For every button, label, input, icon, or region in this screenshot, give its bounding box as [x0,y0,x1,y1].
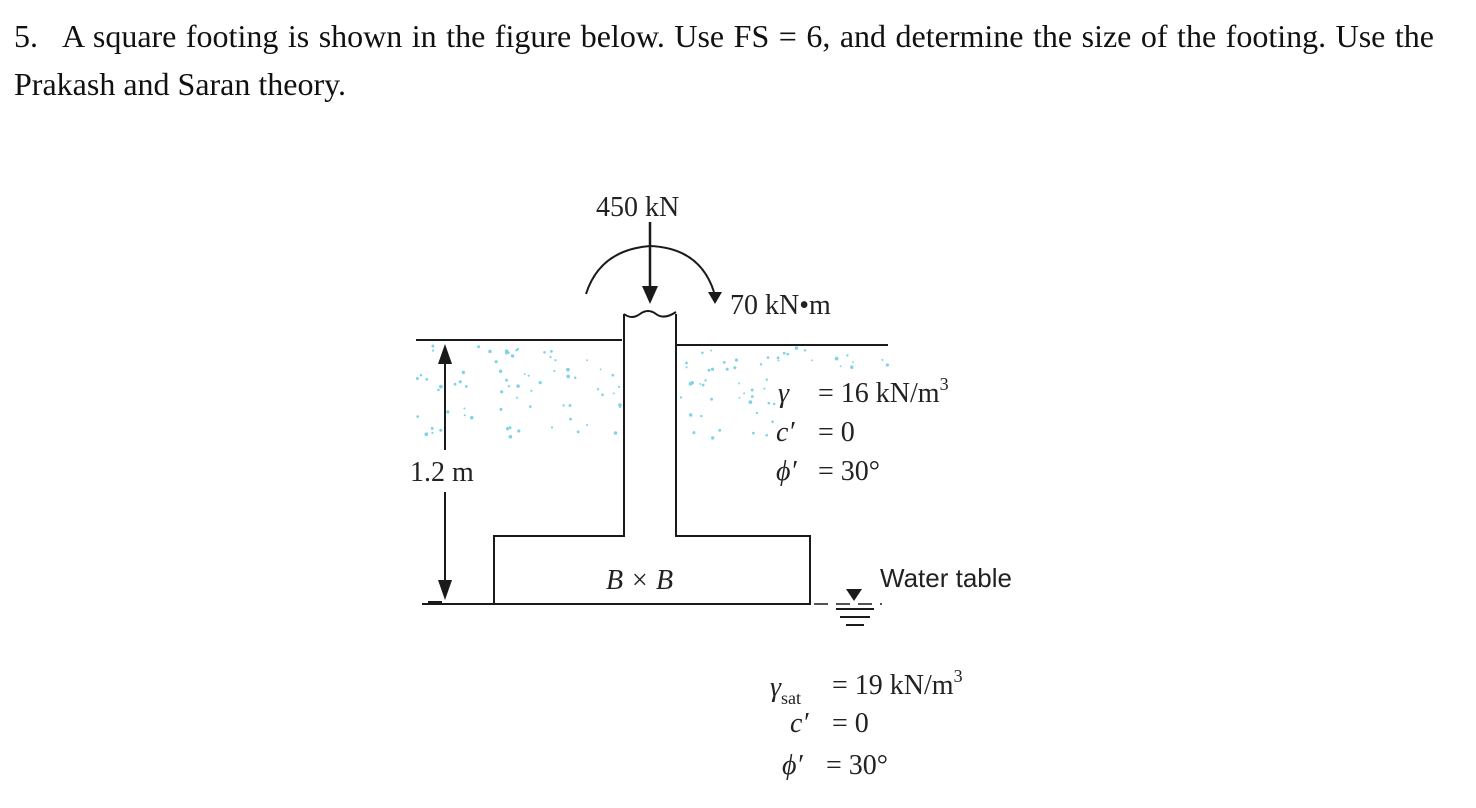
lower-gamma-unit-exp: 3 [953,666,963,686]
soil-dot [600,368,602,370]
soil-dot [777,356,780,359]
soil-dot [735,358,738,361]
upper-soil-properties [776,374,949,487]
moment-arrow [586,246,722,304]
soil-dot [577,430,580,433]
soil-dot [425,378,428,381]
soil-dot [786,353,789,356]
soil-dot [840,365,842,367]
soil-dot [756,412,758,414]
soil-dot [601,393,604,396]
soil-dot [508,385,510,387]
soil-dot [517,429,520,432]
soil-dot [530,390,532,392]
soil-dot [711,436,714,439]
soil-dot [495,360,498,363]
soil-dot [505,379,508,382]
soil-dot [723,361,726,364]
soil-dot [768,402,771,405]
soil-dot [437,389,440,392]
soil-dot [586,424,588,426]
soil-dot [563,404,565,406]
upper-phi-symbol: ϕ′ [776,456,797,487]
soil-dot [751,389,754,392]
soil-dot [586,359,588,361]
soil-dot [614,431,618,435]
soil-dot [431,427,434,430]
soil-dot [777,359,779,361]
upper-phi-value: = 30° [818,456,880,487]
soil-dot [835,357,839,361]
lower-c-symbol: c′ [790,708,809,739]
soil-dot [528,375,530,377]
water-table-label: Water table [880,563,1012,593]
soil-dot [752,432,755,435]
soil-dot [733,366,736,369]
soil-dot [690,381,694,385]
lower-phi-value: = 30° [826,750,888,781]
soil-dot [771,420,774,423]
soil-dot [416,415,419,418]
moment-label: 70 kN•m [730,290,831,321]
soil-dot [619,406,621,408]
upper-gamma-value: = 16 kN/m [818,378,940,409]
upper-gamma-unit-exp: 3 [939,374,949,394]
soil-dot [766,379,768,381]
soil-dot [439,385,443,389]
soil-dot [488,350,492,354]
soil-dot [611,374,614,377]
soil-dot [505,349,509,353]
soil-dot [850,365,854,369]
soil-dot [710,350,712,352]
upper-gamma-line [818,374,949,409]
soil-dot [463,407,465,409]
lower-gamma-symbol-line [770,672,801,708]
soil-dot [685,362,688,365]
soil-dot [767,356,770,359]
soil-dot [566,368,570,372]
soil-dot [783,352,786,355]
water-table-symbol [836,589,874,625]
ground-surface [416,340,888,345]
soil-dot [795,346,798,349]
upper-gamma-symbol: γ [778,378,790,409]
soil-dot [554,359,556,361]
lower-gamma-value: = 19 kN/m [832,670,954,701]
soil-dot [464,414,466,416]
soil-dot [500,390,503,393]
soil-dot [702,384,705,387]
soil-dot [749,400,753,404]
soil-dot [680,396,682,398]
upper-c-value: = 0 [818,417,855,448]
soil-dot [718,429,721,432]
lower-gamma-line [832,666,963,701]
soil-dot [701,351,704,354]
lower-gamma-subscript: sat [781,688,802,708]
soil-dot [710,398,713,401]
soil-dot [574,377,577,380]
soil-dot [516,397,518,399]
lower-gamma-symbol: γ [770,672,782,703]
soil-dot [515,349,518,352]
soil-dot [700,415,702,417]
soil-dot [432,350,434,352]
soil-dot [524,373,526,375]
soil-dot [763,388,765,390]
soil-dot [465,385,468,388]
footing-base-line [422,602,494,604]
soil-dot [446,410,449,413]
soil-dot [516,384,519,387]
soil-dot [704,379,706,381]
soil-dot [551,426,553,428]
soil-dot [569,418,572,421]
soil-dot [689,413,693,417]
soil-dot [529,405,532,408]
soil-dot [543,351,546,354]
lower-c-value: = 0 [832,708,869,739]
soil-dot [618,386,620,388]
soil-dot [459,380,462,383]
soil-dot [470,416,474,420]
soil-dot [846,354,848,356]
soil-dot [613,392,615,394]
soil-dot [506,427,509,430]
soil-dot [751,395,754,398]
soil-dot [499,408,502,411]
soil-dot [539,381,542,384]
soil-dot [549,356,551,358]
soil-dot [499,370,502,373]
soil-dot [431,345,434,348]
soil-dot [804,349,806,351]
soil-dot [439,429,442,432]
question-body: A square footing is shown in the figure below. Use FS = 6, and determine the size of the footing. Use the Prakash and Saran theory. [14,18,1434,102]
soil-dot [424,432,428,436]
upper-c-symbol: c′ [776,417,795,448]
soil-dot [692,431,695,434]
soil-dot [454,383,457,386]
soil-dot [511,354,514,357]
soil-dot [852,361,854,363]
soil-dot [711,368,714,371]
depth-label: 1.2 m [410,457,474,488]
soil-dot [773,403,775,405]
soil-dot [550,350,553,353]
soil-dot [707,369,710,372]
soil-dot [431,432,433,434]
soil-dot [462,371,465,374]
soil-dot [686,366,688,368]
footing-size-label: B × B [606,565,674,596]
lower-phi-symbol: ϕ′ [782,750,803,781]
soil-dot [569,404,572,407]
soil-dot [553,370,555,372]
soil-dot [811,359,813,361]
footing-outline [494,314,810,604]
column-break-line [624,311,676,317]
load-arrow [642,222,658,304]
soil-dot [597,388,599,390]
soil-dot [765,434,768,437]
question-number: 5. [14,18,38,54]
soil-dot [881,359,883,361]
soil-dot [760,363,762,365]
soil-dot [738,397,740,399]
soil-dot [743,392,745,394]
lower-soil-properties [770,666,963,781]
soil-dot [420,374,423,377]
soil-dot [886,363,889,366]
soil-dot [509,435,513,439]
load-label: 450 kN [596,192,680,223]
soil-dot [477,345,480,348]
soil-dot [566,375,570,379]
soil-dot [726,368,729,371]
soil-dot [416,377,419,380]
soil-dot [699,383,701,385]
soil-dot [738,382,740,384]
